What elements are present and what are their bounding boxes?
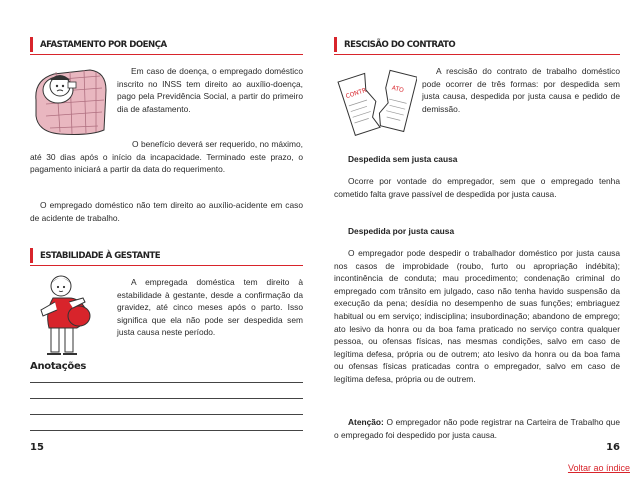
page-number-right: 16 bbox=[606, 442, 620, 453]
notes-line bbox=[30, 414, 303, 415]
atencao-label: Atenção: bbox=[348, 417, 384, 427]
estabilidade-heading-text: ESTABILIDADE À GESTANTE bbox=[40, 250, 161, 261]
justa-causa-paragraph: O empregador pode despedir o trabalhador doméstico por justa causa nos casos de improbidade (roubo, furto ou apropriação indébita); incontinência de conduta; mau procedimento; condenação criminal do empregado com trânsito em julgado, caso não tenha havido suspensão da execução da pena; desídia no desempenho de suas funções; embriaguez habitual ou em serviço; indisciplina; insubordinação; abandono de emprego; ato lesivo da honra ou da boa fama praticado no serviço contra qualquer pessoa, ou ofensas físicas, nas mesmas condições, salvo em caso de legítima defesa, própria ou de outrem; ato lesivo da honra ou da boa fama ou ofensas físicas praticadas contra o empregador, salvo em caso de legítima defesa, própria ou de outrem. bbox=[334, 248, 620, 384]
rescisao-heading-text: RESCISÃO DO CONTRATO bbox=[344, 39, 456, 50]
afastamento-paragraph-3: O empregado doméstico não tem direito ao auxílio-acidente em caso de acidente de trabalho. bbox=[30, 200, 303, 223]
contract-label-left: CONTR bbox=[344, 86, 368, 101]
afastamento-paragraph-2: O benefício deverá ser requerido, no máximo, até 30 dias após o início da incapacidade. Terminado este prazo, o pagamento iniciará a partir da data do requerimento. bbox=[30, 139, 303, 175]
subheading-sem-justa-causa: Despedida sem justa causa bbox=[348, 154, 458, 164]
afastamento-heading-text: AFASTAMENTO POR DOENÇA bbox=[40, 39, 167, 50]
estabilidade-heading bbox=[30, 247, 303, 263]
afastamento-heading bbox=[30, 36, 303, 52]
notes-line bbox=[30, 430, 303, 431]
torn-contract-illustration bbox=[337, 60, 417, 140]
pregnant-woman-illustration bbox=[33, 272, 103, 358]
estabilidade-paragraph: A empregada doméstica tem direito à estabilidade à gestante, desde a confirmação da gravidez, até cinco meses após o parto. Isso significa que ela não pode ser despedida sem justa causa neste período. bbox=[117, 277, 303, 338]
notes-lines bbox=[30, 382, 303, 446]
atencao-text: O empregador não pode registrar na Carteira de Trabalho que o empregado foi despedido por justa causa. bbox=[334, 417, 620, 440]
notes-line bbox=[30, 398, 303, 399]
subheading-justa-causa: Despedida por justa causa bbox=[348, 226, 455, 236]
right-page bbox=[319, 0, 638, 479]
heading-underline bbox=[30, 265, 303, 266]
rescisao-heading bbox=[334, 36, 620, 52]
afastamento-paragraph-1: Em caso de doença, o empregado doméstico inscrito no INSS tem direito ao auxílio-doença, pago pela Previdência Social, a partir do primeiro dia de afastamento. bbox=[117, 66, 303, 114]
back-to-index-link[interactable]: Voltar ao índice bbox=[567, 463, 630, 473]
sem-justa-causa-paragraph: Ocorre por vontade do empregador, sem que o empregado tenha cometido falta grave passível de despedida por justa causa. bbox=[334, 176, 620, 199]
rescisao-paragraph-1: A rescisão do contrato de trabalho doméstico pode ocorrer de três formas: por despedida sem justa causa, despedida por justa causa e pedido de demissão. bbox=[422, 66, 620, 114]
atencao-paragraph bbox=[334, 416, 620, 441]
heading-accent-bar bbox=[30, 37, 33, 52]
contract-label-right: ATO bbox=[391, 84, 405, 95]
anotacoes-label: Anotações bbox=[30, 361, 87, 372]
page-number-left: 15 bbox=[30, 442, 44, 453]
heading-accent-bar bbox=[30, 248, 33, 263]
heading-accent-bar bbox=[334, 37, 337, 52]
heading-underline bbox=[334, 54, 620, 55]
sick-person-illustration bbox=[30, 60, 110, 140]
heading-underline bbox=[30, 54, 303, 55]
notes-line bbox=[30, 382, 303, 383]
